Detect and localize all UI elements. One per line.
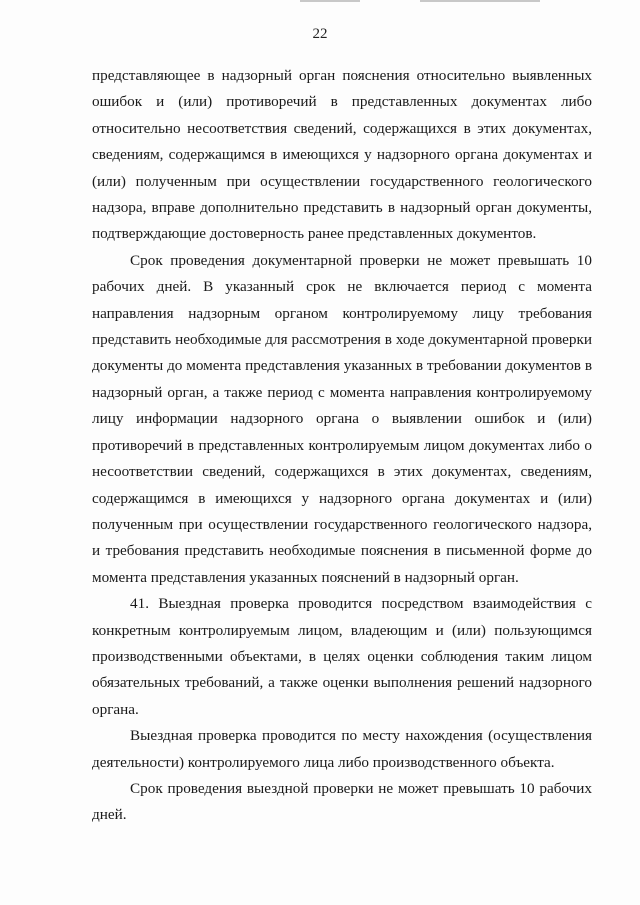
scan-artifact bbox=[420, 0, 540, 2]
paragraph-onsite-check-location: Выездная проверка проводится по месту нахождения (осуществления деятельности) контролируемого лица либо производственного объекта. bbox=[92, 727, 592, 771]
paragraph-continuation: представляющее в надзорный орган пояснения относительно выявленных ошибок и (или) противоречий в представленных документах либо относительно несоответствия сведений, содержащихся в этих документах, сведениям, содержащимся в имеющихся у надзорного органа документах и (или) полученным при осуществлении государственного геологического надзора, вправе дополнительно представить в надзорный орган документы, подтверждающие достоверность ранее представленных документов. bbox=[92, 67, 592, 243]
paragraph-41-onsite-check: 41. Выездная проверка проводится посредством взаимодействия с конкретным контролируемым лицом, владеющим и (или) пользующимся производственными объектами, в целях оценки соблюдения таким лицом обязательных требований, а также оценки выполнения решений надзорного органа. bbox=[92, 595, 592, 718]
paragraph-onsite-check-term: Срок проведения выездной проверки не может превышать 10 рабочих дней. bbox=[92, 779, 592, 824]
document-body bbox=[92, 63, 592, 829]
page-number: 22 bbox=[312, 26, 328, 42]
paragraph-documentary-check-term: Срок проведения документарной проверки не может превышать 10 рабочих дней. В указанный срок не включается период с момента направления надзорным органом контролируемому лицу требования представить необходимые для рассмотрения в ходе документарной проверки документы до момента представления указанных в требовании документов в надзорный орган, а также период с момента направления контролируемому лицу информации надзорного органа о выявлении ошибок и (или) противоречий в представленных контролируемым лицом документах либо о несоответствии сведений, содержащихся в этих документах, сведениям, содержащимся в имеющихся у надзорного органа документах и (или) полученным при осуществлении государственного геологического надзора, и требования представить необходимые пояснения в письменной форме до момента представления указанных пояснений в надзорный орган. bbox=[92, 251, 592, 586]
scan-artifact bbox=[300, 0, 360, 2]
